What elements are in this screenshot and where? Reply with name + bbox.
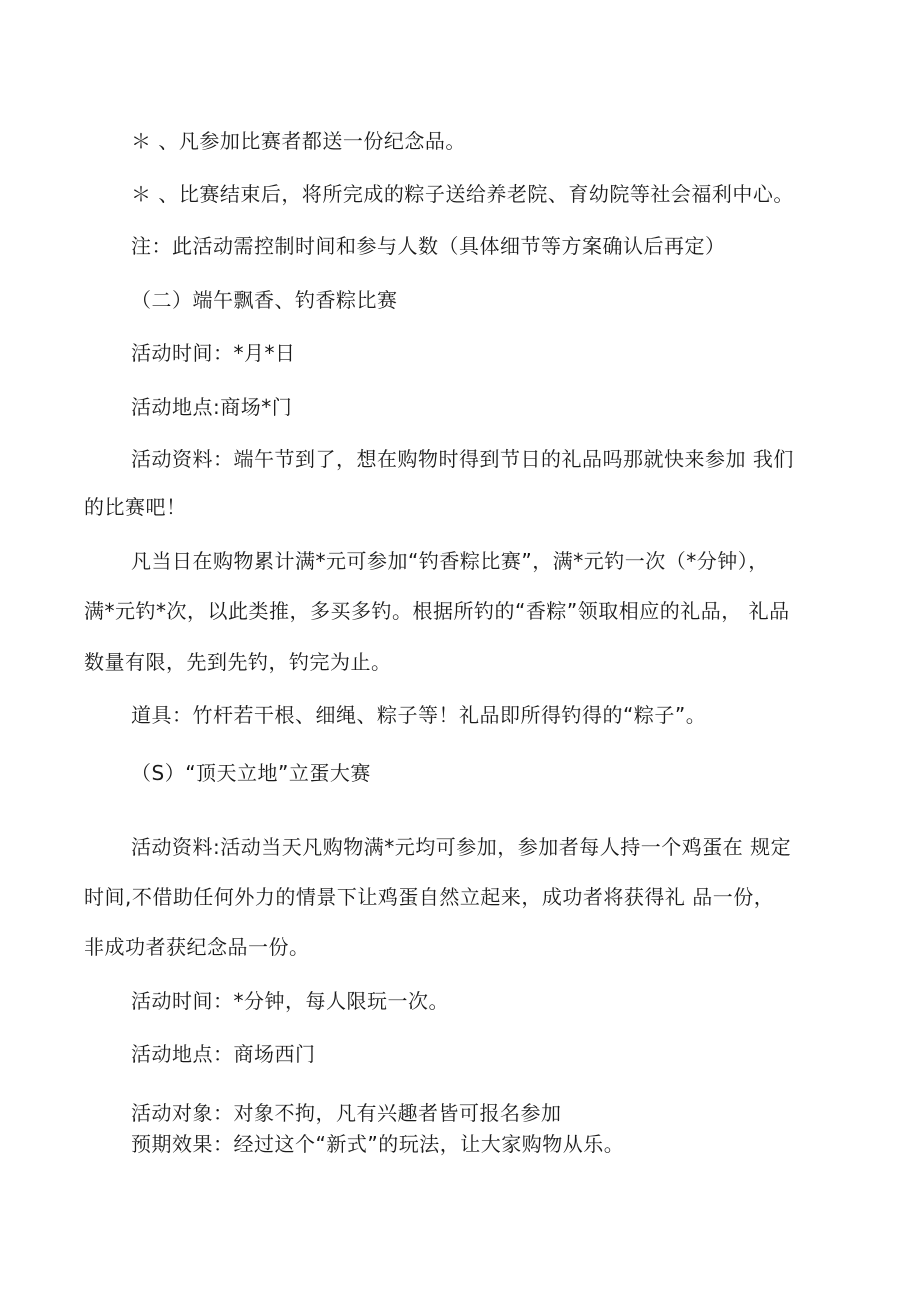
activity-time: 活动时间：*月*日 [131,341,296,365]
paragraph-line: ＊ 、比赛结束后，将所完成的粽子送给养老院、育幼院等社会福利中心。 [131,182,794,206]
expected-effect: 预期效果：经过这个“新式”的玩法，让大家购物从乐。 [131,1132,625,1156]
paragraph-line: 活动资料：端午节到了，想在购物时得到节日的礼品吗那就快来参加 我们 [131,447,794,471]
paragraph-line: 满*元钓*次，以此类推，多买多钓。根据所钓的“香粽”领取相应的礼品， 礼品 [84,599,790,623]
paragraph-line: ＊ 、凡参加比赛者都送一份纪念品。 [131,129,466,153]
paragraph-line: 非成功者获纪念品一份。 [84,935,310,959]
paragraph-line: 凡当日在购物累计满*元可参加“钓香粽比赛”，满*元钓一次（*分钟）， [131,549,769,573]
paragraph-line: 时间,不借助任何外力的情景下让鸡蛋自然立起来，成功者将获得礼 品一份， [84,885,775,909]
paragraph-line: 道具：竹杆若干根、细绳、粽子等！礼品即所得钓得的“粽子”。 [131,703,707,727]
activity-target: 活动对象：对象不拘，凡有兴趣者皆可报名参加 [131,1101,562,1125]
section-heading: （二）端午飘香、钓香粽比赛 [131,288,398,312]
paragraph-line: 注：此活动需控制时间和参与人数（具体细节等方案确认后再定） [131,234,726,258]
paragraph-line: 活动资料:活动当天凡购物满*元均可参加，参加者每人持一个鸡蛋在 规定 [131,835,792,859]
section-heading: （S）“顶天立地”立蛋大赛 [131,761,371,785]
activity-location: 活动地点：商场西门 [131,1042,316,1066]
activity-time: 活动时间：*分钟，每人限玩一次。 [131,989,449,1013]
paragraph-line: 数量有限，先到先钓，钓完为止。 [84,650,392,674]
paragraph-line: 的比赛吧！ [84,495,187,519]
activity-location: 活动地点:商场*门 [131,395,293,419]
